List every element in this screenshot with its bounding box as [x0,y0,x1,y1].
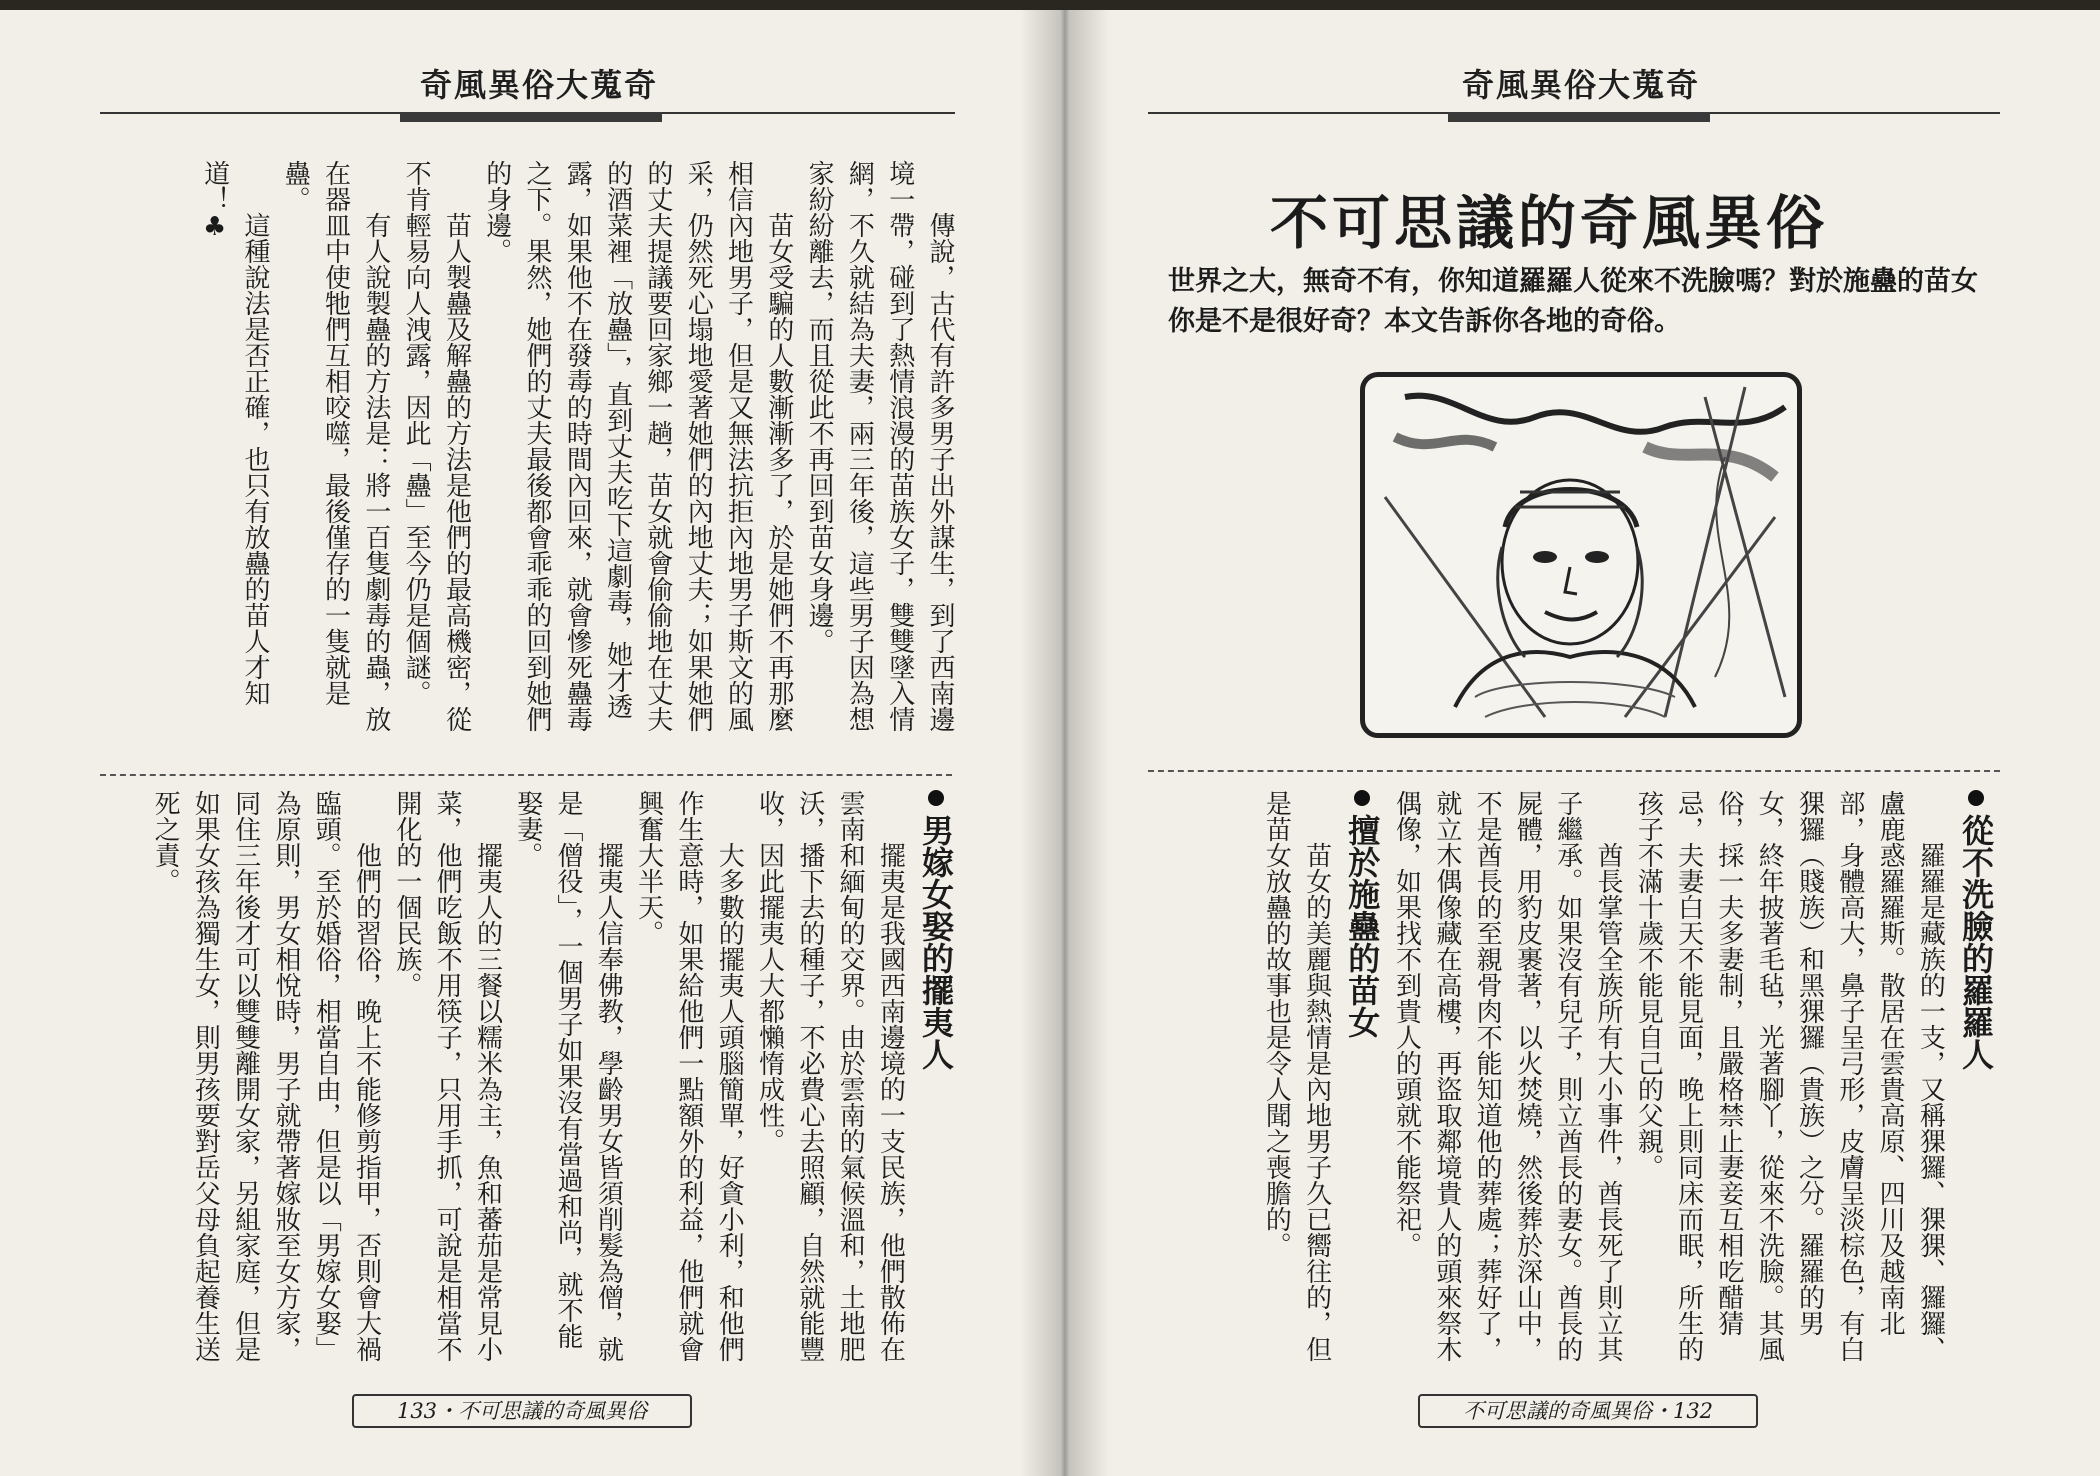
portrait-drawing [1365,377,1797,733]
left-page-footer: 133・不可思議的奇風異俗 [352,1394,692,1428]
right-lower-column [1160,790,2000,1370]
right-running-head: 奇風異俗大蒐奇 [1462,66,1701,104]
left-head-bar [400,112,662,122]
bullet-icon [928,790,944,806]
paragraph: 傳說，古代有許多男子出外謀生，到了西南邊境一帶，碰到了熱情浪漫的苗族女子，雙雙墜入情網，不久就結為夫妻，兩三年後，這些男子因為想家紛紛離去，而且從此不再回到苗女身邊。 [804,160,955,732]
page-title-heading: 不可思議的奇風異俗 [1270,189,1829,257]
right-section-divider [1148,770,2000,772]
paragraph: 擺夷是我國西南邊境的一支民族，他們散佈在雲南和緬甸的交界。由於雲南的氣候溫和，土地肥沃，播下去的種子，不必費心去照顧，自然就能豐收，因此擺夷人大都懶惰成性。 [754,790,906,1362]
right-page-footer: 不可思議的奇風異俗・132 [1418,1394,1758,1428]
section-heading: 擅於施蠱的苗女 [1337,790,1387,1370]
illustration-portrait [1360,372,1802,738]
paragraph: 苗女的美麗與熱情是內地男子久已嚮往的，但是苗女放蠱的故事也是令人聞之喪膽的。 [1261,790,1332,1362]
left-section-divider [100,774,952,776]
right-head-bar [1448,112,1710,122]
section-heading: 男嫁女娶的擺夷人 [910,790,960,1370]
left-upper-column [100,160,960,750]
section-heading: 從不洗臉的羅羅人 [1950,790,2000,1370]
book-gutter [1020,10,1110,1476]
left-running-head: 奇風異俗大蒐奇 [420,66,659,104]
intro-paragraph: 世界之大，無奇不有，你知道羅羅人從來不洗臉嗎？對於施蠱的苗女你是不是很好奇？本文告訴你各地的奇俗。 [1168,266,1978,337]
paragraph: 擺夷人的三餐以糯米為主，魚和蕃茄是常見小菜，他們吃飯不用筷子，只用手抓，可說是相當不開化的一個民族。 [391,790,503,1362]
bullet-icon [1968,790,1984,806]
paragraph: 羅羅是藏族的一支，又稱猓玀、猓猓、玀玀、盧鹿惑羅羅斯。散居在雲貴高原、四川及越南北部，身體高大，鼻子呈弓形，皮膚呈淡棕色，有白猓玀（賤族）和黑猓玀（貴族）之分。羅羅的男女，終年披著毛毡，光著腳丫，從來不洗臉。其風俗，採一夫多妻制，且嚴格禁止妻妾互相吃醋猜忌，夫妻白天不能見面，晚上則同床而眠，所生的孩子不滿十歲不能見自己的父親。 [1633,790,1946,1362]
paragraph: 有人說製蠱的方法是：將一百隻劇毒的蟲，放在器皿中使牠們互相咬噬，最後僅存的一隻就是蠱。 [280,160,391,732]
bullet-icon [1354,790,1370,806]
paragraph: 他們的習俗，晚上不能修剪指甲，否則會大禍臨頭。至於婚俗，相當自由，但是以「男嫁女娶」為原則，男女相悅時，男子就帶著嫁妝至女方家，同住三年後才可以雙雙離開女家，另組家庭，但是如果女孩為獨生女，則男孩要對岳父母負起養生送死之責。 [150,790,382,1362]
paragraph: 酋長掌管全族所有大小事件，酋長死了則立其子繼承。如果沒有兒子，則立酋長的妻女。酋長的屍體，用豹皮裹著，以火焚燒，然後葬於深山中，不是酋長的至親骨肉不能知道他的葬處；葬好了，就立木偶像藏在高樓，再盜取鄰境貴人的頭來祭木偶像，如果找不到貴人的頭就不能祭祀。 [1391,790,1624,1362]
paragraph: 苗女受騙的人數漸漸多了，於是她們不再那麼相信內地男子，但是又無法抗拒內地男子斯文的風采，仍然死心塌地愛著她們的內地丈夫；如果她們的丈夫提議要回家鄉一趟，苗女就會偷偷地在丈夫的酒菜裡「放蠱」，直到丈夫吃下這劇毒，她才透露，如果他不在發毒的時間內回來，就會慘死蠱毒之下。果然，她們的丈夫最後都會乖乖的回到她們的身邊。 [481,160,794,732]
paragraph: 大多數的擺夷人頭腦簡單，好貪小利，和他們作生意時，如果給他們一點額外的利益，他們就會興奮大半天。 [633,790,745,1362]
left-lower-column [100,790,960,1370]
paragraph: 擺夷人信奉佛教，學齡男女皆須削髮為僧，就是「僧役」，一個男子如果沒有當過和尚，就不能娶妻。 [512,790,624,1362]
paragraph: 苗人製蠱及解蠱的方法是他們的最高機密，從不肯輕易向人洩露，因此「蠱」至今仍是個謎。 [401,160,472,732]
paragraph: 這種說法是否正確，也只有放蠱的苗人才知道！♣ [199,160,270,706]
